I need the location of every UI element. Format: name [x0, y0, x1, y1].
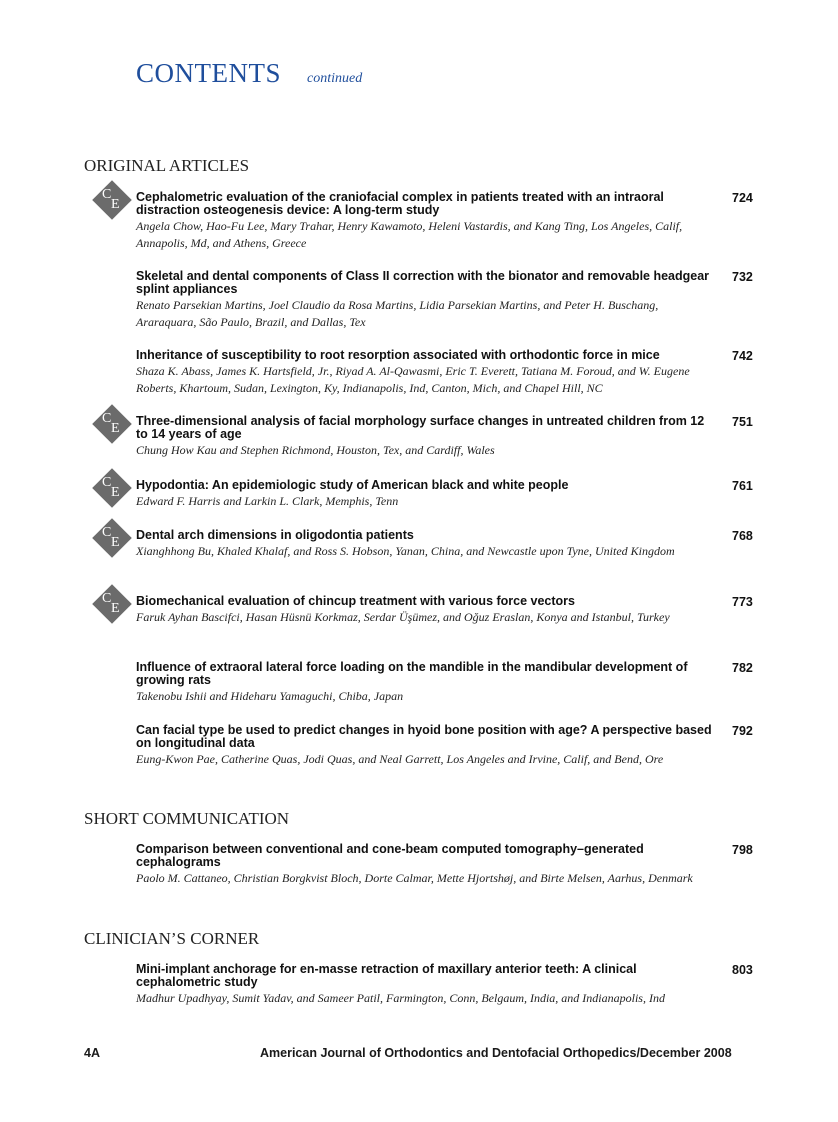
ce-credit-icon — [90, 178, 134, 222]
article-title[interactable]: Cephalometric evaluation of the craniofacial complex in patients treated with an intraoral distraction osteogenesis device: A long-term study — [136, 190, 664, 217]
article-entry[interactable] — [136, 270, 756, 330]
article-entry[interactable] — [136, 595, 756, 626]
article-title[interactable]: Biomechanical evaluation of chincup treatment with various force vectors — [136, 594, 576, 608]
article-entry[interactable] — [136, 479, 756, 510]
article-entry[interactable] — [136, 415, 756, 459]
article-authors: Madhur Upadhyay, Sumit Yadav, and Sameer Patil, Farmington, Conn, Belgaum, India, and Indianapolis, Ind — [136, 991, 665, 1005]
page-subtitle: continued — [307, 71, 363, 86]
article-page-number: 792 — [732, 724, 753, 738]
page-title: CONTENTS — [136, 58, 281, 88]
article-authors: Renato Parsekian Martins, Joel Claudio da Rosa Martins, Lidia Parsekian Martins, and Peter H. Buschang, Araraquara, São Paulo, Brazil, and Dallas, Tex — [136, 298, 659, 329]
section-heading-short-communication: SHORT COMMUNICATION — [84, 809, 290, 828]
article-title[interactable]: Can facial type be used to predict changes in hyoid bone position with age? A perspective based on longitudinal data — [136, 723, 712, 750]
section-heading-clinicians-corner: CLINICIAN’S CORNER — [84, 929, 260, 948]
article-page-number: 782 — [732, 661, 753, 675]
article-authors: Xianghhong Bu, Khaled Khalaf, and Ross S. Hobson, Yanan, China, and Newcastle upon Tyne, United Kingdom — [136, 544, 675, 558]
article-title[interactable]: Mini-implant anchorage for en-masse retraction of maxillary anterior teeth: A clinical cephalometric study — [136, 962, 637, 989]
footer-page-label: 4A — [84, 1046, 100, 1060]
article-authors: Chung How Kau and Stephen Richmond, Houston, Tex, and Cardiff, Wales — [136, 443, 495, 457]
article-page-number: 798 — [732, 843, 753, 857]
article-title[interactable]: Influence of extraoral lateral force loading on the mandible in the mandibular development of growing rats — [136, 660, 688, 687]
article-entry[interactable] — [136, 661, 756, 705]
section-heading-original-articles: ORIGINAL ARTICLES — [84, 156, 250, 175]
footer-journal-name: American Journal of Orthodontics and Dentofacial Orthopedics/December 2008 — [260, 1046, 732, 1060]
article-title[interactable]: Skeletal and dental components of Class II correction with the bionator and removable headgear splint appliances — [136, 269, 710, 296]
article-title[interactable]: Comparison between conventional and cone-beam computed tomography–generated cephalograms — [136, 842, 644, 869]
article-authors: Faruk Ayhan Bascifci, Hasan Hüsnü Korkmaz, Serdar Üşümez, and Oğuz Eraslan, Konya and Istanbul, Turkey — [136, 610, 670, 624]
ce-credit-icon — [90, 402, 134, 446]
article-authors: Paolo M. Cattaneo, Christian Borgkvist Bloch, Dorte Calmar, Mette Hjortshøj, and Birte Melsen, Aarhus, Denmark — [136, 871, 693, 885]
article-title[interactable]: Hypodontia: An epidemiologic study of American black and white people — [136, 478, 569, 492]
article-authors: Shaza K. Abass, James K. Hartsfield, Jr., Riyad A. Al-Qawasmi, Eric T. Everett, Tatiana M. Foroud, and W. Eugene Roberts, Khartoum, Sudan, Lexington, Ky, Indianapolis, Ind, Canton, Mich, and Chapel Hill, NC — [136, 364, 690, 395]
article-title[interactable]: Dental arch dimensions in oligodontia patients — [136, 528, 414, 542]
article-entry[interactable] — [136, 191, 756, 251]
article-page-number: 732 — [732, 270, 753, 284]
ce-credit-icon — [90, 582, 134, 626]
article-page-number: 751 — [732, 415, 753, 429]
article-entry[interactable] — [136, 529, 756, 560]
article-authors: Angela Chow, Hao-Fu Lee, Mary Trahar, Henry Kawamoto, Heleni Vastardis, and Kang Ting, Los Angeles, Calif, Annapolis, Md, and Athens, Greece — [136, 219, 683, 250]
article-page-number: 742 — [732, 349, 753, 363]
article-entry[interactable] — [136, 963, 756, 1007]
contents-header — [136, 58, 362, 89]
article-authors: Eung-Kwon Pae, Catherine Quas, Jodi Quas, and Neal Garrett, Los Angeles and Irvine, Calif, and Bend, Ore — [136, 752, 664, 766]
article-page-number: 724 — [732, 191, 753, 205]
article-page-number: 803 — [732, 963, 753, 977]
article-title[interactable]: Inheritance of susceptibility to root resorption associated with orthodontic force in mice — [136, 348, 660, 362]
article-entry[interactable] — [136, 724, 756, 768]
ce-credit-icon — [90, 466, 134, 510]
article-authors: Takenobu Ishii and Hideharu Yamaguchi, Chiba, Japan — [136, 689, 404, 703]
ce-credit-icon — [90, 516, 134, 560]
article-title[interactable]: Three-dimensional analysis of facial morphology surface changes in untreated children from 12 to 14 years of age — [136, 414, 705, 441]
article-page-number: 768 — [732, 529, 753, 543]
article-authors: Edward F. Harris and Larkin L. Clark, Memphis, Tenn — [136, 494, 399, 508]
article-entry[interactable] — [136, 843, 756, 887]
article-entry[interactable] — [136, 349, 756, 396]
article-page-number: 761 — [732, 479, 753, 493]
article-page-number: 773 — [732, 595, 753, 609]
